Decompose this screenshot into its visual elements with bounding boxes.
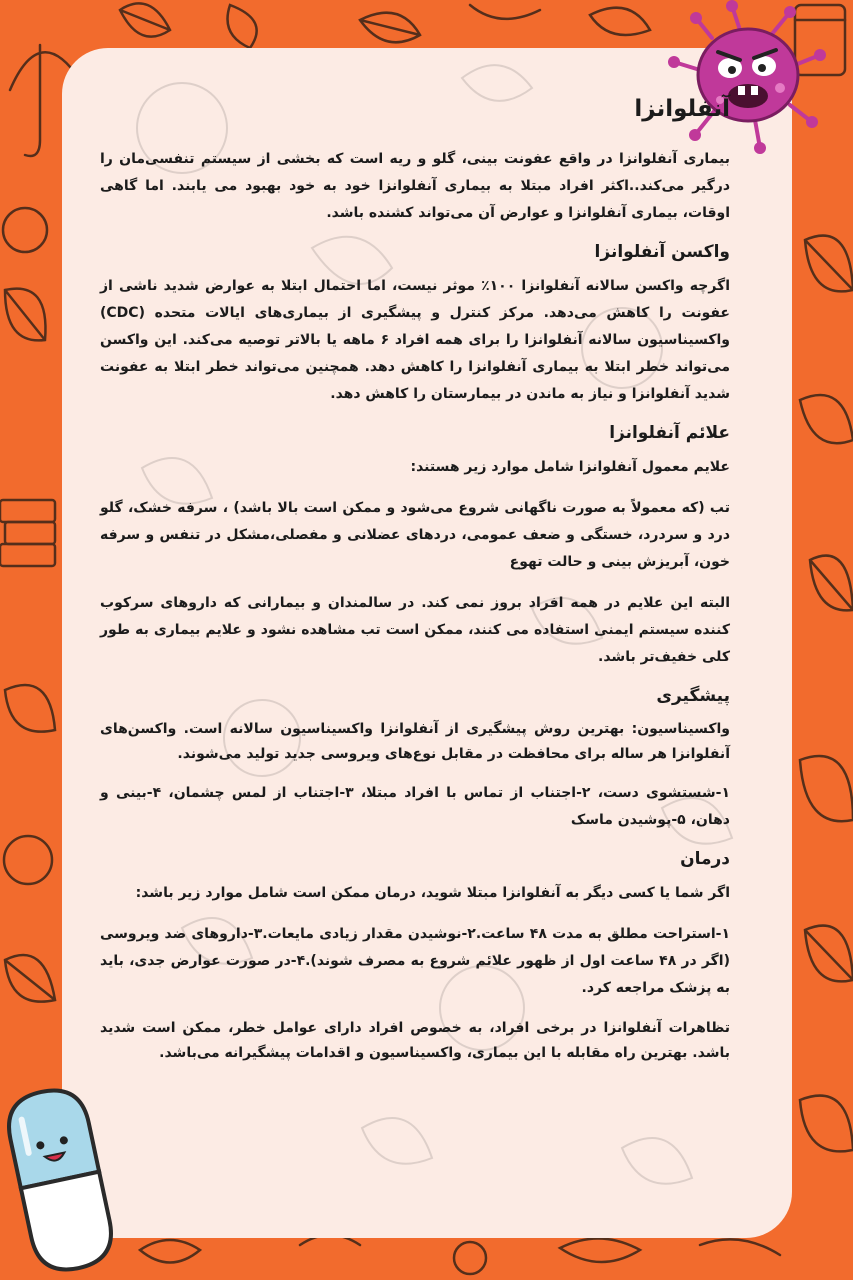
symptoms-list: تب (که معمولاً به صورت ناگهانی شروع می‌شود و ممکن است بالا باشد) ، سرفه خشک، گلو درد و سردرد، خستگی و ضعف عمومی، دردهای عضلانی و مفصلی،مشکل در تنفس و سرفه خون، آبریزش بینی و حالت تهوع: [100, 499, 730, 570]
treatment-intro: اگر شما یا کسی دیگر به آنفلوانزا مبتلا شوید، درمان ممکن است شامل موارد زیر باشد:: [135, 885, 730, 902]
prevention-steps: ۱-شستشوی دست، ۲-اجتناب از تماس با افراد مبتلا، ۳-اجتناب از لمس چشمان، ۴-بینی و دهان، ۵-پوشیدن ماسک: [100, 785, 730, 829]
symptoms-note: البته این علایم در همه افراد بروز نمی کند. در سالمندان و بیمارانی که داروهای سرکوب کننده سیستم ایمنی استفاده می کنند، ممکن است تب مشاهده نشود و علایم بیماری به طور کلی خفیف‌تر باشد.: [100, 594, 730, 665]
symptoms-heading: علائم آنفلوانزا: [609, 422, 730, 443]
prevention-heading: پیشگیری: [656, 686, 730, 707]
treatment-steps: ۱-استراحت مطلق به مدت ۴۸ ساعت.۲-نوشیدن مقدار زیادی مایعات.۳-داروهای ضد ویروسی (اگر در ۴۸ ساعت اول از ظهور علائم شروع به مصرف شوند).۴-در صورت عوارض جدی، باید به پزشک مراجعه کرد.: [100, 926, 731, 997]
article: [100, 96, 730, 1079]
vaccine-heading: واکسن آنفلوانزا: [594, 241, 730, 262]
pill-mascot-icon: [0, 1080, 120, 1280]
page-title: آنفلوانزا: [634, 96, 730, 122]
conclusion-paragraph: تظاهرات آنفلوانزا در برخی افراد، به خصوص افراد دارای عوامل خطر، ممکن است شدید باشد. بهترین راه مقابله با این بیماری، واکسیناسیون و اقدامات پیشگیرانه می‌باشد.: [100, 1020, 730, 1061]
treatment-heading: درمان: [680, 849, 730, 870]
prevention-vaccination: واکسیناسیون: بهترین روش پیشگیری از آنفلوانزا واکسیناسیون سالانه است. واکسن‌های آنفلوانزا هر ساله برای محافظت در مقابل نوع‌های ویروسی جدید تولید می‌شوند.: [100, 721, 730, 762]
vaccine-paragraph: اگرچه واکسن سالانه آنفلوانزا ۱۰۰٪ موثر نیست، اما احتمال ابتلا به عوارض شدید ناشی از عفونت را کاهش می‌دهد. مرکز کنترل و پیشگیری از بیماری‌های ایالات متحده (CDC) واکسیناسیون سالانه آنفلوانزا را برای همه افراد ۶ ماهه یا بالاتر توصیه می‌کند. این واکسن می‌تواند خطر ابتلا به بیماری آنفلوانزا را کاهش دهد. همچنین می‌تواند خطر ابتلا به عفونت شدید آنفلوانزا و نیاز به ماندن در بیمارستان را کاهش دهد.: [100, 277, 730, 402]
symptoms-subheading: علایم معمول آنفلوانزا شامل موارد زیر هستند:: [410, 458, 730, 475]
intro-paragraph: بیماری آنفلوانزا در واقع عفونت بینی، گلو و ریه است که بخشی از سیستم تنفسی‌مان را درگیر می‌کند..اکثر افراد مبتلا به بیماری آنفلوانزا خود به خود بهبود می یابند. اما گاهی اوقات، بیماری آنفلوانزا و عوارض آن می‌تواند کشنده باشد.: [100, 150, 730, 221]
